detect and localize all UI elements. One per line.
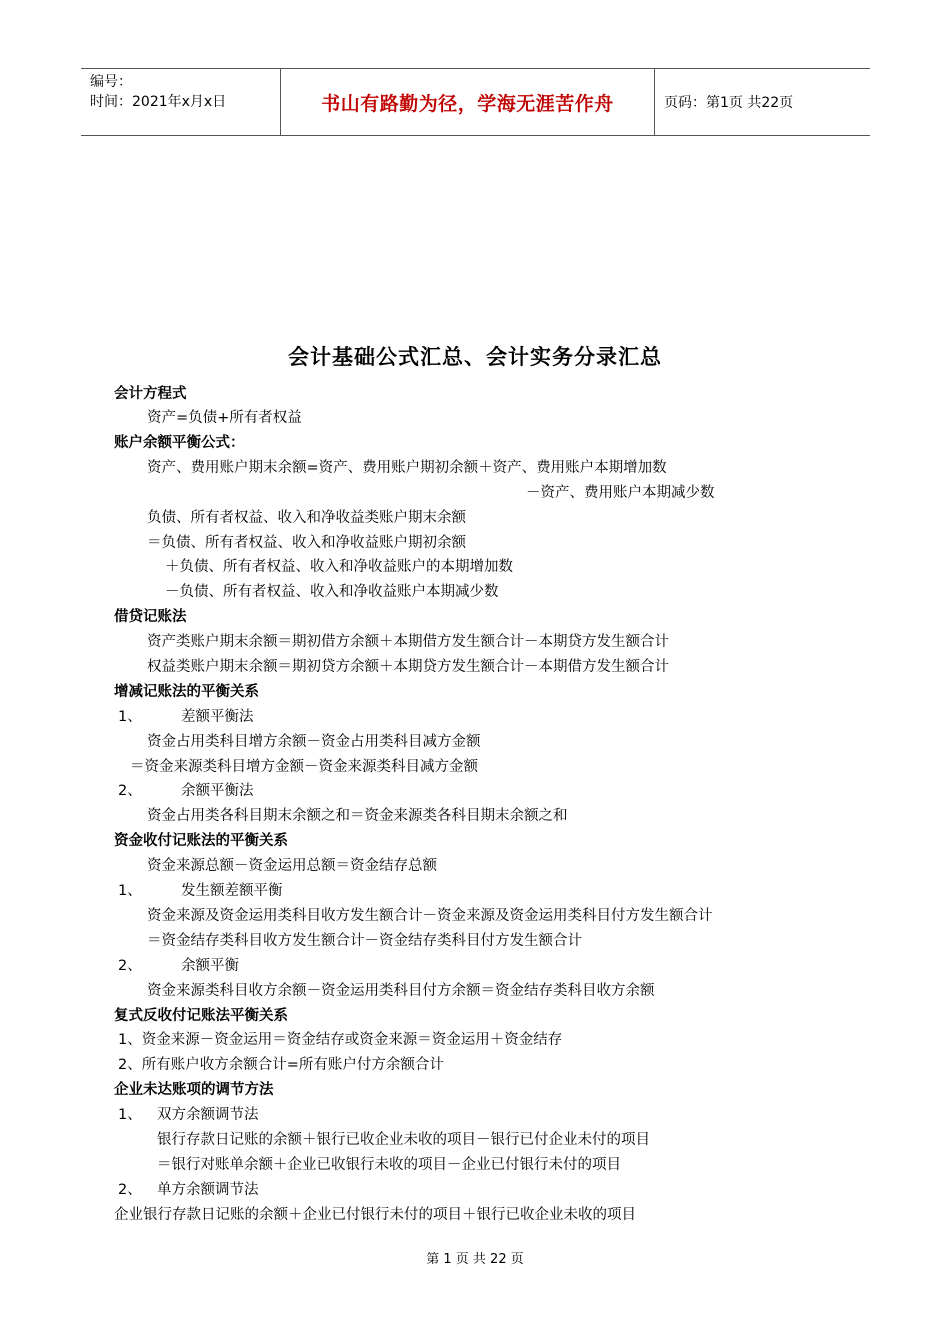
formula-line: 资产=负债+所有者权益 bbox=[147, 410, 302, 426]
formula-line: 负债、所有者权益、收入和净收益类账户期末余额 bbox=[147, 510, 466, 526]
item-number: 1、 bbox=[118, 883, 142, 899]
item-title: 单方余额调节法 bbox=[157, 1182, 259, 1198]
formula-line: 资金占用类科目增方余额－资金占用类科目减方金额 bbox=[147, 734, 481, 750]
section-heading: 借贷记账法 bbox=[114, 609, 187, 625]
formula-line: －资产、费用账户本期减少数 bbox=[526, 485, 715, 501]
item-number: 2、 bbox=[118, 958, 142, 974]
item-title: 余额平衡法 bbox=[181, 783, 254, 799]
item-number: 1、 bbox=[118, 709, 142, 725]
formula-line: 资金来源总额－资金运用总额＝资金结存总额 bbox=[147, 858, 437, 874]
item-number: 2、 bbox=[118, 783, 142, 799]
item-title: 余额平衡 bbox=[181, 958, 239, 974]
date-label: 时间：2021年x月x日 bbox=[90, 94, 227, 110]
formula-line: ＝银行对账单余额＋企业已收银行未收的项目－企业已付银行未付的项目 bbox=[157, 1157, 621, 1173]
formula-line: 权益类账户期末余额＝期初贷方余额＋本期贷方发生额合计－本期借方发生额合计 bbox=[147, 659, 669, 675]
formula-line: 银行存款日记账的余额＋银行已收企业未收的项目－银行已付企业未付的项目 bbox=[157, 1132, 650, 1148]
formula-line: ＝负债、所有者权益、收入和净收益账户期初余额 bbox=[147, 535, 466, 551]
item-number: 2、 bbox=[118, 1182, 142, 1198]
formula-line: 企业银行存款日记账的余额＋企业已付银行未付的项目＋银行已收企业未收的项目 bbox=[114, 1207, 636, 1223]
serial-label: 编号： bbox=[90, 74, 132, 90]
section-heading: 企业未达账项的调节方法 bbox=[114, 1082, 274, 1098]
formula-line: ＝资金结存类科目收方发生额合计－资金结存类科目付方发生额合计 bbox=[147, 933, 582, 949]
item-title: 发生额差额平衡 bbox=[181, 883, 283, 899]
page-footer: 第 1 页 共 22 页 bbox=[426, 1252, 524, 1267]
formula-line: 资金来源类科目收方余额－资金运用类科目付方余额＝资金结存类科目收方余额 bbox=[147, 983, 655, 999]
formula-line: 资金占用类各科目期末余额之和＝资金来源类各科目期末余额之和 bbox=[147, 808, 568, 824]
section-heading: 账户余额平衡公式： bbox=[114, 435, 245, 451]
formula-line: ＋负债、所有者权益、收入和净收益账户的本期增加数 bbox=[165, 559, 513, 575]
section-heading: 增减记账法的平衡关系 bbox=[114, 684, 259, 700]
formula-line: 1、资金来源－资金运用＝资金结存或资金来源＝资金运用＋资金结存 bbox=[118, 1032, 563, 1048]
section-heading: 会计方程式 bbox=[114, 386, 187, 402]
formula-line: －负债、所有者权益、收入和净收益账户本期减少数 bbox=[165, 584, 499, 600]
document-title: 会计基础公式汇总、会计实务分录汇总 bbox=[288, 345, 662, 369]
page-header bbox=[81, 68, 870, 136]
formula-line: 2、所有账户收方余额合计=所有账户付方余额合计 bbox=[118, 1057, 444, 1073]
item-title: 双方余额调节法 bbox=[157, 1107, 259, 1123]
formula-line: 资产、费用账户期末余额=资产、费用账户期初余额＋资产、费用账户本期增加数 bbox=[147, 460, 667, 476]
motto: 书山有路勤为径，学海无涯苦作舟 bbox=[281, 69, 655, 135]
formula-line: 资金来源及资金运用类科目收方发生额合计－资金来源及资金运用类科目付方发生额合计 bbox=[147, 908, 713, 924]
item-title: 差额平衡法 bbox=[181, 709, 254, 725]
section-heading: 复式反收付记账法平衡关系 bbox=[114, 1008, 288, 1024]
formula-line: ＝资金来源类科目增方金额－资金来源类科目减方金额 bbox=[130, 759, 478, 775]
item-number: 1、 bbox=[118, 1107, 142, 1123]
formula-line: 资产类账户期末余额＝期初借方余额＋本期借方发生额合计－本期贷方发生额合计 bbox=[147, 634, 669, 650]
page-info: 页码：第1页 共22页 bbox=[664, 95, 794, 111]
section-heading: 资金收付记账法的平衡关系 bbox=[114, 833, 288, 849]
header-meta-cell bbox=[81, 69, 281, 135]
